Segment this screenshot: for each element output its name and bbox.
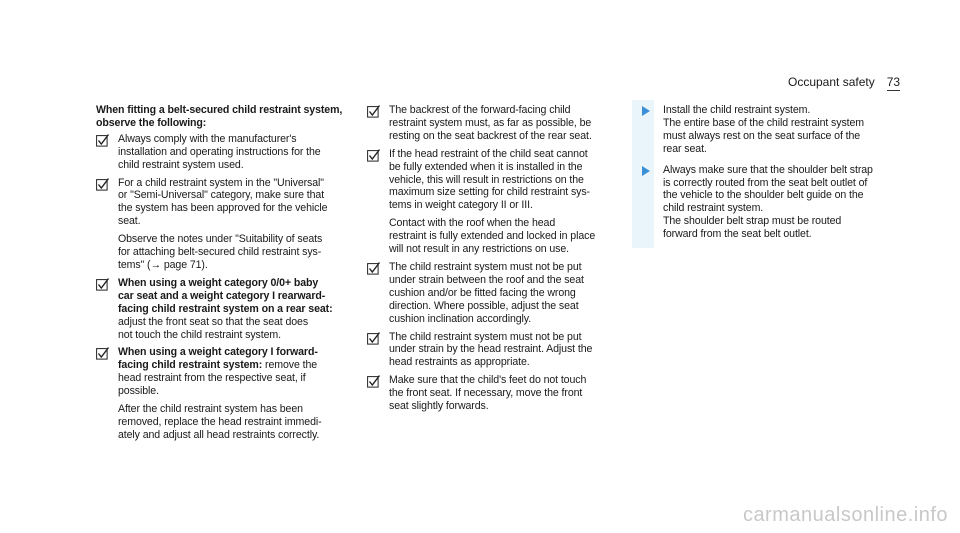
checklist-item [367,261,619,326]
checklist-item [96,277,351,342]
checklist-item [96,177,351,272]
text-line: For a child restraint system in the "Universal" [118,176,324,189]
text-line: ately and adjust all head restraints correctly. [118,428,320,441]
text-line: possible. [118,385,159,398]
text-line: resting on the seat backrest of the rear seat. [389,129,592,142]
text-line: observe the following: [96,116,207,129]
text-line: car seat and a weight category I rearward- [118,289,326,302]
text-line: forward from the seat belt outlet. [663,228,812,241]
instruction-text [663,164,888,241]
text-line: the vehicle to the shoulder belt guide on the [663,189,864,202]
checklist-text [118,177,351,229]
checklist-text [389,104,619,143]
text-line: the front seat. If necessary, move the front [389,387,583,400]
text-line: will not result in any restrictions on use. [389,243,569,256]
checklist-item [96,133,351,172]
checklist-note [118,233,351,272]
text-line: The entire base of the child restraint system [663,116,864,129]
text-line: adjust the front seat so that the seat does [118,315,309,328]
checklist-item [367,331,619,370]
text-line: Always make sure that the shoulder belt strap [663,163,873,176]
text-line: Contact with the roof when the head [389,217,556,230]
text-line: head restraint from the respective seat, if [118,372,306,385]
text-line: The shoulder belt strap must be routed [663,215,842,228]
checklist-text [118,133,351,172]
checklist-inline-text: remove the [262,359,318,372]
text-line: When using a weight category 0/0+ baby [118,276,319,289]
text-line: Always comply with the manufacturer's [118,132,297,145]
column-2 [367,104,619,418]
text-line: child restraint system used. [118,158,244,171]
column-3 [640,104,888,249]
checklist-text [118,346,351,398]
text-line: seat. [118,215,141,228]
section-title: Occupant safety [788,75,875,89]
checklist-note [389,217,619,256]
checklist-item [367,374,619,413]
checkbox-check-icon [367,149,380,162]
text-line: The child restraint system must not be put [389,330,582,343]
text-line: not touch the child restraint system. [118,328,281,341]
text-line: the system has been approved for the vehicle [118,202,328,215]
text-line: The child restraint system must not be put [389,260,582,273]
text-line: for attaching belt-secured child restraint sys- [118,246,322,259]
text-line: facing child restraint system on a rear seat: [118,302,333,315]
checklist-text [389,374,619,413]
text-line: seat slightly forwards. [389,400,489,413]
checklist-text [389,331,619,370]
checklist-item [96,346,351,441]
text-line: Make sure that the child's feet do not touch [389,374,587,387]
step-arrow-icon [642,166,650,176]
checklist-text [389,261,619,326]
text-line: is correctly routed from the seat belt outlet of [663,176,868,189]
column-1 [96,104,351,447]
text-line: Observe the notes under "Suitability of seats [118,233,323,246]
text-line: under strain by the head restraint. Adjust the [389,343,593,356]
text-line: rear seat. [663,142,707,155]
text-line: When fitting a belt-secured child restraint system, [96,104,343,116]
checkbox-check-icon [367,262,380,275]
checklist-body [118,316,351,342]
checkbox-check-icon [96,278,109,291]
instruction-step [640,104,888,156]
checklist-bold-heading [118,277,351,316]
text-line: restraint is fully extended and locked in place [389,230,596,243]
checkbox-check-icon [96,134,109,147]
text-line: Install the child restraint system. [663,104,811,116]
page-header [788,75,900,91]
checklist-text [118,277,351,342]
text-line: or "Semi-Universal" category, make sure that [118,189,325,202]
text-line: be fully extended when it is installed in the [389,160,583,173]
checkbox-check-icon [367,105,380,118]
text-line: direction. Where possible, adjust the seat [389,299,579,312]
intro-heading [96,104,351,130]
instruction-text [663,104,888,156]
text-line: cushion inclination accordingly. [389,312,532,325]
text-line: maximum size setting for child restraint sys- [389,186,590,199]
page-number: 73 [886,75,901,89]
text-line: cushion and/or be fitted facing the wrong [389,286,576,299]
checklist-bold-heading-line1: When using a weight category I forward- [118,346,318,359]
checkbox-check-icon [96,347,109,360]
checklist-note [118,403,351,442]
instruction-step [640,164,888,241]
watermark: carmanualsonline.info [742,504,948,526]
checkbox-check-icon [367,332,380,345]
text-line: After the child restraint system has been [118,403,303,416]
text-line: tems" (→ page 71). [118,258,208,271]
text-line: The backrest of the forward-facing child [389,104,571,116]
text-line: installation and operating instructions for the [118,145,321,158]
text-line: child restraint system. [663,202,764,215]
step-arrow-icon [642,106,650,116]
text-line: removed, replace the head restraint immedi- [118,415,322,428]
checkbox-check-icon [96,178,109,191]
text-line: head restraints as appropriate. [389,356,530,369]
checklist-text [389,148,619,213]
text-line: under strain between the roof and the seat [389,273,584,286]
text-line: must always rest on the seat surface of the [663,129,861,142]
checklist-item [367,104,619,143]
checklist-body [118,372,351,398]
checklist-item [367,148,619,256]
text-line: restraint system must, as far as possible, be [389,116,592,129]
text-line: If the head restraint of the child seat cannot [389,147,588,160]
text-line: tems in weight category II or III. [389,199,533,212]
text-line: vehicle, this will result in restrictions on the [389,173,584,186]
checklist-bold-heading-line2: facing child restraint system: [118,359,263,372]
checkbox-check-icon [367,375,380,388]
